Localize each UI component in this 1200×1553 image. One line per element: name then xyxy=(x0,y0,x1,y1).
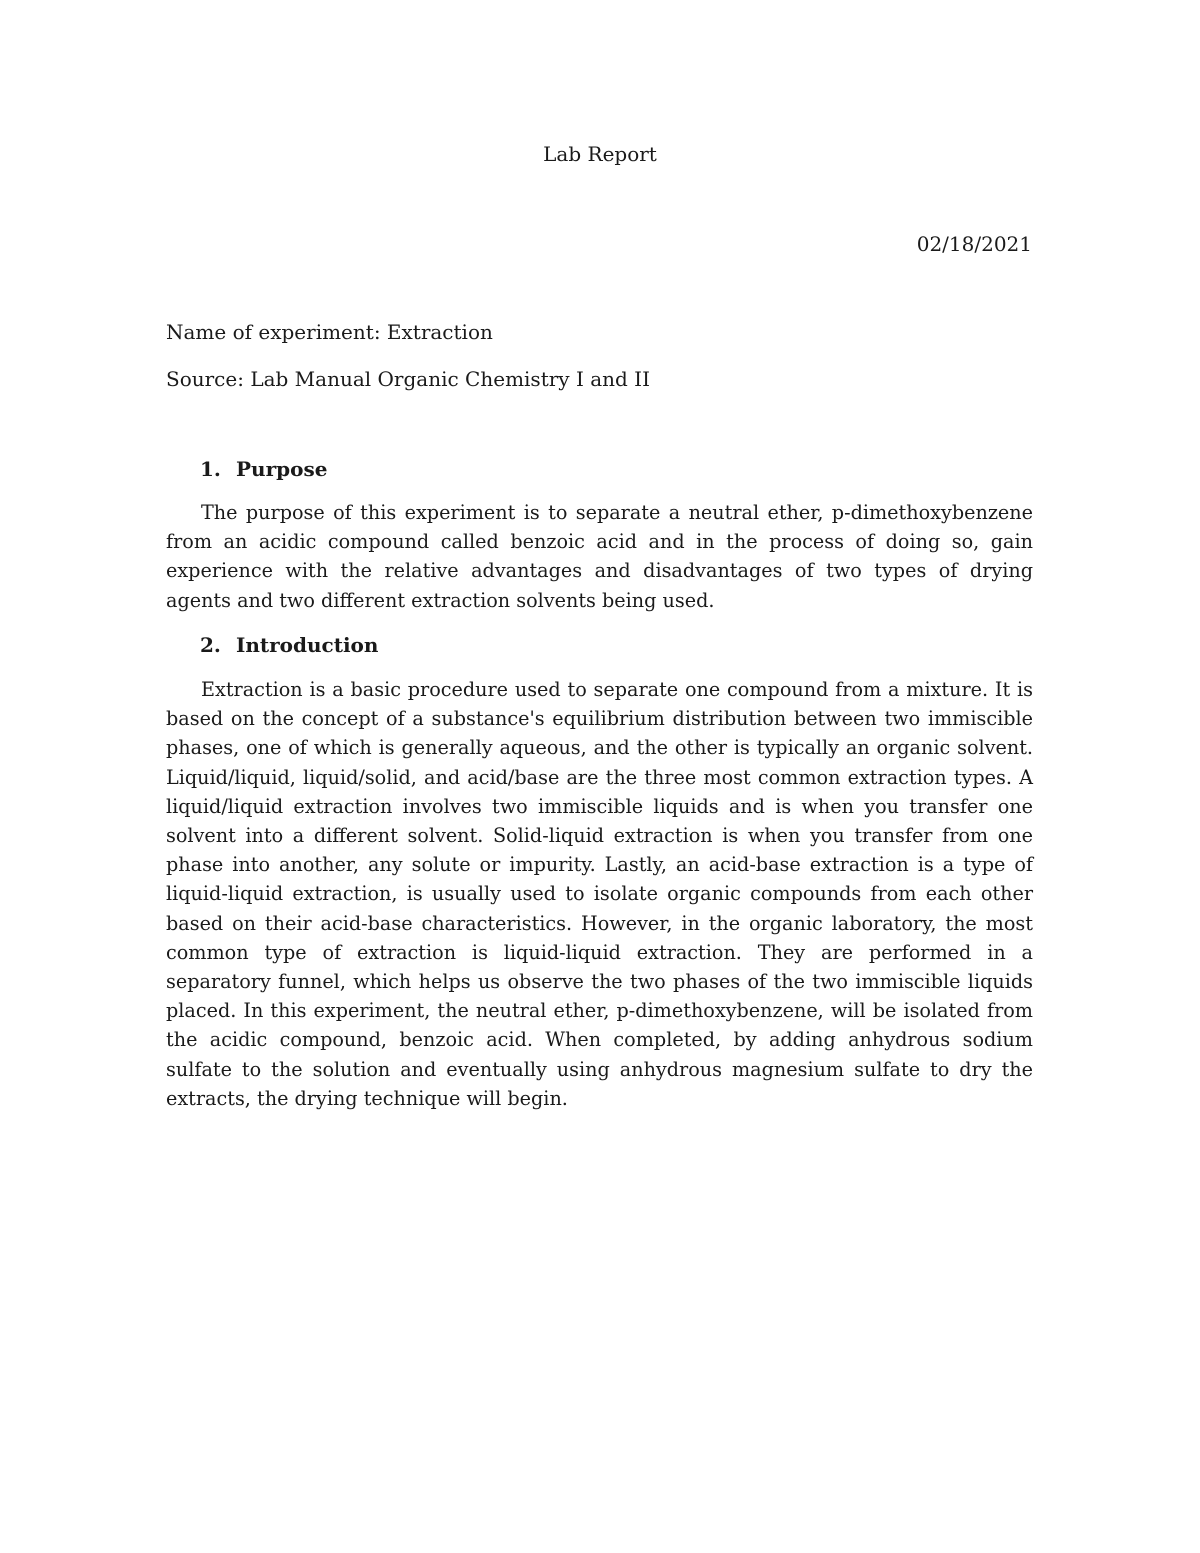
section-heading-purpose xyxy=(200,455,327,483)
section-number: 2. xyxy=(200,633,221,657)
introduction-paragraph: Extraction is a basic procedure used to separate one compound from a mixture. It is based on the concept of a substance's equilibrium distribution between two immiscible phases, one of which is generally aqueous, and the other is typically an organic solvent. Liquid/liquid, liquid/solid, and acid/base are the three most common extraction types. A liquid/liquid extraction involves two immiscible liquids and is when you transfer one solvent into a different solvent. Solid-liquid extraction is when you transfer from one phase into another, any solute or impurity. Lastly, an acid-base extraction is a type of liquid-liquid extraction, is usually used to isolate organic compounds from each other based on their acid-base characteristics. However, in the organic laboratory, the most common type of extraction is liquid-liquid extraction. They are performed in a separatory funnel, which helps us observe the two phases of the two immiscible liquids placed. In this experiment, the neutral ether, p-dimethoxybenzene, will be isolated from the acidic compound, benzoic acid. When completed, by adding anhydrous sodium sulfate to the solution and eventually using anhydrous magnesium sulfate to dry the extracts, the drying technique will begin. xyxy=(166,678,1033,1110)
section-number: 1. xyxy=(200,457,221,481)
document-title: Lab Report xyxy=(543,142,657,166)
section-heading-introduction xyxy=(200,631,378,659)
experiment-name-line: Name of experiment: Extraction xyxy=(166,320,493,344)
document-date: 02/18/2021 xyxy=(916,232,1032,256)
section-title: Introduction xyxy=(236,633,379,657)
purpose-paragraph: The purpose of this experiment is to separate a neutral ether, p-dimethoxybenzene from an acidic compound called benzoic acid and in the process of doing so, gain experience with the relative advantages and disadvantages of two types of drying agents and two different extraction solvents being used. xyxy=(166,501,1033,612)
source-line: Source: Lab Manual Organic Chemistry I and II xyxy=(166,367,650,391)
section-title: Purpose xyxy=(236,457,328,481)
